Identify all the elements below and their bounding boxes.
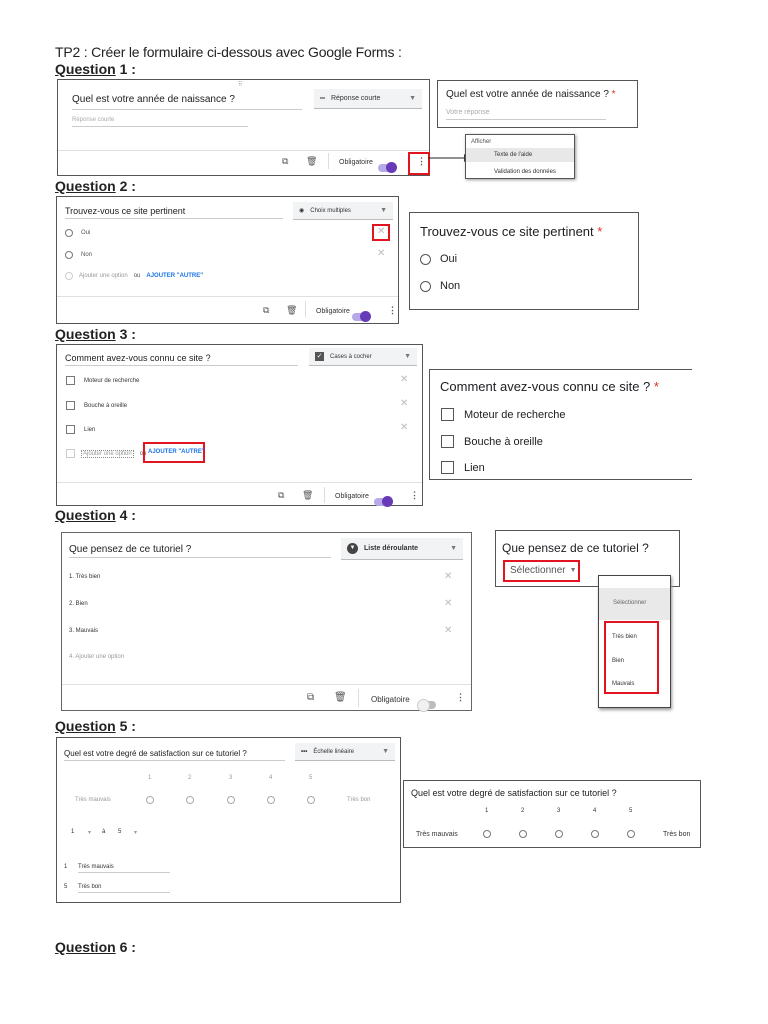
q1-show-menu xyxy=(465,134,575,179)
required-label: Obligatoire xyxy=(371,695,410,704)
option-label[interactable]: 3. Mauvais xyxy=(69,628,99,634)
question-3-heading xyxy=(55,326,136,342)
scale-number: 5 xyxy=(629,808,633,814)
label-number: 1 xyxy=(64,864,68,870)
preview-question: Que pensez de ce tutoriel ? xyxy=(502,541,649,555)
radio-icon xyxy=(307,796,315,804)
question-type-label: Réponse courte xyxy=(330,95,381,102)
option-label[interactable]: 1. Très bien xyxy=(69,574,101,580)
short-answer-placeholder: Réponse courte xyxy=(72,117,248,127)
close-icon[interactable]: ✕ xyxy=(377,226,386,237)
more-vert-icon[interactable]: ⋮ xyxy=(388,305,397,315)
range-to[interactable]: 5 xyxy=(118,829,122,835)
add-other-link[interactable]: AJOUTER "AUTRE" xyxy=(146,273,204,279)
arrow-icon xyxy=(428,152,470,164)
radio-icon xyxy=(186,796,194,804)
option-label[interactable]: Moteur de recherche xyxy=(84,377,140,384)
radio-icon xyxy=(65,272,73,280)
question-heading-label: Question xyxy=(55,718,116,734)
question-2-heading xyxy=(55,178,136,194)
q2-preview-card xyxy=(409,212,639,310)
question-heading-label: Question xyxy=(55,61,116,77)
radio-icon xyxy=(65,251,73,259)
chevron-down-icon[interactable]: ▾ xyxy=(134,830,138,836)
short-text-icon: ═ xyxy=(320,95,325,102)
drag-handle-icon[interactable]: ⠿ xyxy=(238,82,243,88)
preview-question: Quel est votre année de naissance ? * xyxy=(446,89,616,100)
trash-icon[interactable]: 🗑 xyxy=(334,692,347,703)
add-option-link[interactable]: Ajouter une option xyxy=(83,450,132,457)
radio-icon[interactable] xyxy=(420,254,431,265)
preview-question: Trouvez-vous ce site pertinent * xyxy=(420,224,603,239)
high-label: Très bon xyxy=(663,831,691,838)
label-number: 5 xyxy=(64,884,68,890)
q4-editor-card xyxy=(61,532,472,711)
required-toggle[interactable] xyxy=(374,498,392,506)
chevron-down-icon: ▼ xyxy=(569,567,577,574)
question-5-heading xyxy=(55,718,136,734)
checkbox-type-icon: ✓ xyxy=(316,353,323,360)
duplicate-icon[interactable]: ⧉ xyxy=(307,692,315,703)
question-type-select[interactable] xyxy=(341,538,463,560)
add-option-link[interactable]: Ajouter une option xyxy=(79,273,128,279)
required-toggle[interactable] xyxy=(352,313,370,321)
option-label[interactable]: 2. Bien xyxy=(69,601,88,607)
question-type-select[interactable] xyxy=(293,202,393,220)
option-label[interactable]: Lien xyxy=(84,426,96,433)
chevron-down-icon: ▼ xyxy=(450,545,457,552)
question-number: 1 : xyxy=(119,61,136,77)
scale-number: 3 xyxy=(557,808,561,814)
radio-icon[interactable] xyxy=(519,830,527,838)
checkbox-icon xyxy=(66,425,75,434)
checkbox-icon xyxy=(66,376,75,385)
dropdown-item[interactable]: Bien xyxy=(612,658,625,664)
question-type-label: Cases à cocher xyxy=(330,353,372,360)
preview-option[interactable]: Oui xyxy=(420,253,457,265)
select-dropdown[interactable] xyxy=(510,565,577,576)
question-number: 6 : xyxy=(119,939,136,955)
dropdown-item[interactable]: Très bien xyxy=(612,634,637,640)
low-label: Très mauvais xyxy=(75,797,111,803)
close-icon[interactable]: ✕ xyxy=(444,625,453,636)
chevron-down-icon[interactable]: ▾ xyxy=(88,830,92,836)
option-row xyxy=(66,376,139,385)
preview-answer-input[interactable]: Votre réponse xyxy=(446,109,606,120)
checkbox-icon xyxy=(66,449,75,458)
range-from[interactable]: 1 xyxy=(71,829,75,835)
option-row xyxy=(66,425,95,434)
question-type-label: Échelle linéaire xyxy=(313,748,355,755)
scale-number: 3 xyxy=(229,775,233,781)
preview-option[interactable]: Moteur de recherche xyxy=(441,408,566,421)
q2-editor-card xyxy=(56,196,399,324)
dropdown-item[interactable]: Mauvais xyxy=(612,681,635,687)
page-title: TP2 : Créer le formulaire ci-dessous avec Google Forms : xyxy=(55,44,402,60)
question-4-heading xyxy=(55,507,136,523)
close-icon[interactable]: ✕ xyxy=(400,398,409,409)
checkbox-icon[interactable] xyxy=(441,408,454,421)
preview-question: Quel est votre degré de satisfaction sur ce tutoriel ? xyxy=(411,788,617,798)
close-icon[interactable]: ✕ xyxy=(400,374,409,385)
chevron-down-icon: ▼ xyxy=(380,207,387,214)
close-icon[interactable]: ✕ xyxy=(377,248,386,259)
radio-icon[interactable] xyxy=(483,830,491,838)
q5-editor-card xyxy=(56,737,401,903)
add-option-link[interactable]: 4. Ajouter une option xyxy=(69,654,125,660)
menu-item-help-text[interactable]: Texte de l'aide xyxy=(466,148,574,162)
q5-preview-card xyxy=(403,780,701,848)
question-heading-label: Question xyxy=(55,507,116,523)
checkbox-icon[interactable] xyxy=(441,435,454,448)
option-label[interactable]: Non xyxy=(81,252,93,258)
question-heading-label: Question xyxy=(55,939,116,955)
option-label[interactable]: Bouche à oreille xyxy=(84,402,128,409)
radio-type-icon: ◉ xyxy=(299,208,305,214)
linear-scale-icon: ••• xyxy=(301,748,308,755)
question-type-select[interactable] xyxy=(295,743,395,761)
chevron-down-icon: ▼ xyxy=(382,748,389,755)
label-input[interactable]: Très mauvais xyxy=(78,864,170,873)
q3-editor-card xyxy=(56,344,423,506)
scale-number: 4 xyxy=(593,808,597,814)
chevron-down-icon: ▼ xyxy=(409,95,416,102)
required-toggle[interactable] xyxy=(418,701,436,709)
dropdown-header[interactable]: Sélectionner xyxy=(613,600,647,606)
required-toggle[interactable] xyxy=(378,164,396,172)
low-label: Très mauvais xyxy=(416,831,458,838)
duplicate-icon[interactable]: ⧉ xyxy=(282,156,289,166)
scale-number: 1 xyxy=(148,775,152,781)
trash-icon[interactable]: 🗑 xyxy=(306,156,318,166)
more-vert-icon[interactable]: ⋮ xyxy=(456,692,465,702)
radio-icon[interactable] xyxy=(555,830,563,838)
menu-item-validation[interactable]: Validation des données xyxy=(494,169,556,175)
more-vert-icon[interactable]: ⋮ xyxy=(410,490,419,500)
question-title-input[interactable]: Quel est votre degré de satisfaction sur ce tutoriel ? xyxy=(64,749,285,761)
preview-option[interactable]: Non xyxy=(420,280,460,292)
checkbox-icon xyxy=(66,401,75,410)
radio-icon[interactable] xyxy=(420,281,431,292)
radio-icon xyxy=(146,796,154,804)
option-row xyxy=(65,251,92,259)
range-word: à xyxy=(102,829,106,835)
dropdown-type-icon: ▼ xyxy=(347,543,358,554)
question-heading-label: Question xyxy=(55,326,116,342)
question-6-heading xyxy=(55,939,136,955)
radio-icon[interactable] xyxy=(591,830,599,838)
preview-option[interactable]: Bouche à oreille xyxy=(441,435,543,448)
question-title-input[interactable]: Trouvez-vous ce site pertinent xyxy=(65,206,283,219)
add-option-row: Ajouter une option ou AJOUTER "AUTRE" xyxy=(65,272,203,280)
q3-preview-card xyxy=(429,369,692,480)
trash-icon[interactable]: 🗑 xyxy=(286,305,298,315)
preview-option[interactable]: Lien xyxy=(441,461,485,474)
question-type-select[interactable] xyxy=(314,89,422,109)
scale-number: 4 xyxy=(269,775,273,781)
question-number: 5 : xyxy=(119,718,136,734)
option-row xyxy=(66,401,127,410)
chevron-down-icon: ▼ xyxy=(404,353,411,360)
question-number: 2 : xyxy=(119,178,136,194)
preview-question: Comment avez-vous connu ce site ? * xyxy=(440,379,659,394)
close-icon[interactable]: ✕ xyxy=(444,598,453,609)
q1-editor-card xyxy=(57,79,430,176)
close-icon[interactable]: ✕ xyxy=(444,571,453,582)
radio-icon xyxy=(227,796,235,804)
question-type-label: Choix multiples xyxy=(310,207,351,214)
duplicate-icon[interactable]: ⧉ xyxy=(263,305,270,315)
question-heading-label: Question xyxy=(55,178,116,194)
trash-icon[interactable]: 🗑 xyxy=(302,490,314,500)
question-title-input[interactable]: Comment avez-vous connu ce site ? xyxy=(65,353,298,366)
question-type-label: Liste déroulante xyxy=(364,545,419,552)
option-label[interactable]: Oui xyxy=(81,230,91,236)
more-vert-icon[interactable]: ⋮ xyxy=(417,156,426,166)
scale-number: 1 xyxy=(485,808,489,814)
question-type-select[interactable] xyxy=(309,348,417,366)
radio-icon[interactable] xyxy=(627,830,635,838)
menu-header: Afficher xyxy=(471,139,492,145)
scale-number: 5 xyxy=(309,775,313,781)
question-number: 3 : xyxy=(119,326,136,342)
required-label: Obligatoire xyxy=(335,493,369,500)
radio-icon xyxy=(267,796,275,804)
scale-number: 2 xyxy=(188,775,192,781)
question-1-heading xyxy=(55,61,136,77)
required-label: Obligatoire xyxy=(316,308,350,315)
q1-preview-card xyxy=(437,80,638,128)
question-title-input[interactable]: Quel est votre année de naissance ? xyxy=(72,94,302,110)
label-input[interactable]: Très bon xyxy=(78,884,170,893)
scale-number: 2 xyxy=(521,808,525,814)
add-other-link[interactable]: AJOUTER "AUTRE" xyxy=(148,449,205,455)
duplicate-icon[interactable]: ⧉ xyxy=(278,490,285,500)
required-label: Obligatoire xyxy=(339,159,373,166)
question-title-input[interactable]: Que pensez de ce tutoriel ? xyxy=(69,544,331,558)
checkbox-icon[interactable] xyxy=(441,461,454,474)
radio-icon xyxy=(65,229,73,237)
add-option-row: Ajouter une option ou xyxy=(66,449,146,458)
close-icon[interactable]: ✕ xyxy=(400,422,409,433)
select-label: Sélectionner xyxy=(510,565,566,576)
high-label: Très bon xyxy=(347,797,371,803)
option-row xyxy=(65,229,90,237)
question-number: 4 : xyxy=(119,507,136,523)
